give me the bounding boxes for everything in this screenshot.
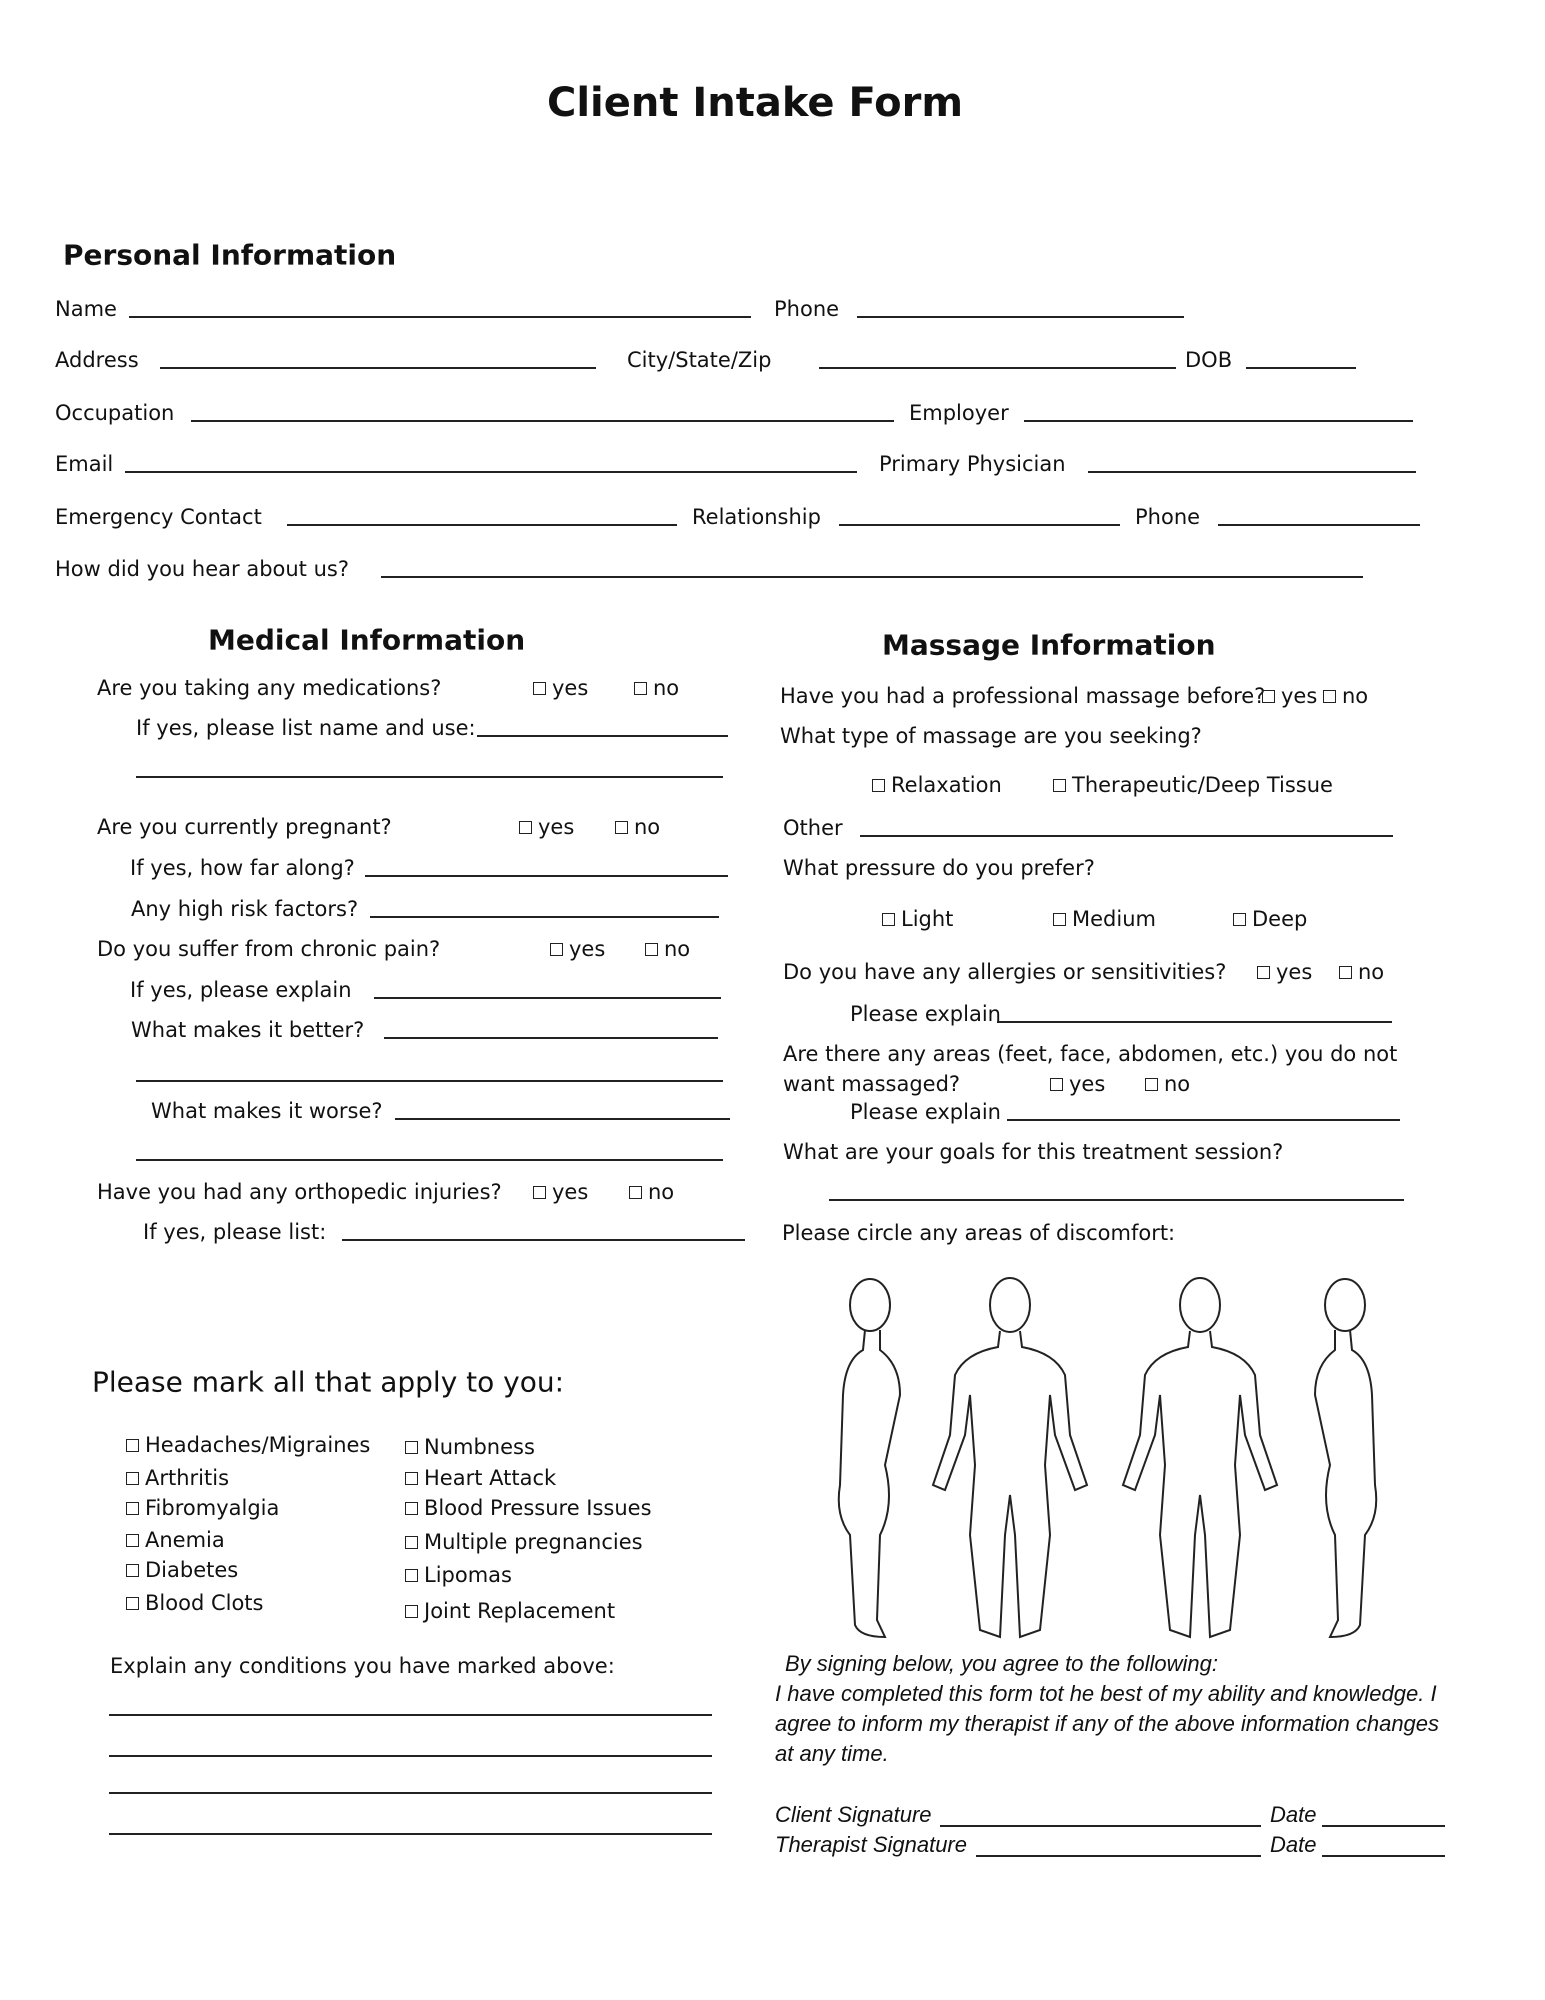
occupation-field[interactable] — [191, 420, 894, 422]
checkbox-icon — [872, 779, 885, 792]
condition-label: Blood Clots — [145, 1591, 264, 1615]
personal-heading: Personal Information — [63, 238, 397, 272]
checkbox-icon — [1339, 966, 1352, 979]
checkbox-icon — [126, 1597, 139, 1610]
massage-type-question: What type of massage are you seeking? — [780, 724, 1202, 748]
body-side-left-figure — [839, 1279, 900, 1637]
medical-heading: Medical Information — [208, 623, 526, 657]
checkbox-icon — [405, 1569, 418, 1582]
employer-label: Employer — [909, 401, 1009, 425]
email-field[interactable] — [125, 471, 857, 473]
form-title: Client Intake Form — [546, 80, 964, 126]
checkbox-icon — [882, 913, 895, 926]
employer-field[interactable] — [1024, 420, 1413, 422]
checkbox-icon — [1323, 690, 1336, 703]
checkbox-icon — [405, 1472, 418, 1485]
checkbox-icon — [1145, 1078, 1158, 1091]
medications-question: Are you taking any medications? — [97, 676, 442, 700]
medications-no-checkbox[interactable] — [634, 676, 679, 700]
medium-label: Medium — [1072, 907, 1156, 931]
deep-checkbox[interactable] — [1233, 907, 1307, 931]
yes-label: yes — [538, 815, 575, 839]
phone-label: Phone — [774, 297, 840, 321]
how-far-label: If yes, how far along? — [130, 856, 355, 880]
massage-before-no-checkbox[interactable] — [1323, 684, 1368, 708]
checkbox-icon — [126, 1564, 139, 1577]
checkbox-icon — [1053, 913, 1066, 926]
condition-label: Lipomas — [424, 1563, 512, 1587]
better-field[interactable] — [384, 1037, 718, 1039]
name-field[interactable] — [129, 316, 751, 318]
pain-explain-field[interactable] — [374, 997, 721, 999]
medium-checkbox[interactable] — [1053, 907, 1156, 931]
address-label: Address — [55, 348, 139, 372]
dob-field[interactable] — [1246, 367, 1356, 369]
condition-label: Anemia — [145, 1528, 225, 1552]
checkbox-icon — [645, 943, 658, 956]
areas-yes-checkbox[interactable] — [1050, 1072, 1105, 1096]
condition-checkbox-heart-attack[interactable] — [405, 1466, 556, 1490]
checkbox-icon — [1262, 690, 1275, 703]
client-signature-label: Client Signature — [775, 1802, 932, 1827]
condition-checkbox-multiple-pregnancies[interactable] — [405, 1530, 643, 1554]
checkbox-icon — [519, 821, 532, 834]
discomfort-label: Please circle any areas of discomfort: — [782, 1221, 1176, 1245]
city-state-zip-field[interactable] — [819, 367, 1176, 369]
goals-question: What are your goals for this treatment session? — [783, 1140, 1284, 1164]
agreement-line-1: I have completed this form tot he best of my ability and knowledge. I — [775, 1681, 1437, 1706]
checkbox-icon — [405, 1536, 418, 1549]
condition-checkbox-diabetes[interactable] — [126, 1558, 238, 1582]
no-label: no — [648, 1180, 675, 1204]
condition-label: Multiple pregnancies — [424, 1530, 643, 1554]
checkbox-icon — [405, 1502, 418, 1515]
checkbox-icon — [533, 1186, 546, 1199]
risk-field[interactable] — [370, 916, 719, 918]
pain-explain-label: If yes, please explain — [130, 978, 352, 1002]
agreement-intro: By signing below, you agree to the following: — [785, 1651, 1218, 1676]
other-field[interactable] — [860, 835, 1393, 837]
yes-label: yes — [1276, 960, 1313, 984]
checkbox-icon — [1050, 1078, 1063, 1091]
yes-label: yes — [1069, 1072, 1106, 1096]
condition-label: Joint Replacement — [424, 1599, 616, 1623]
allergies-question: Do you have any allergies or sensitivities? — [783, 960, 1227, 984]
occupation-label: Occupation — [55, 401, 175, 425]
checkbox-icon — [126, 1534, 139, 1547]
emergency-contact-field[interactable] — [287, 524, 677, 526]
chronic-pain-question: Do you suffer from chronic pain? — [97, 937, 441, 961]
dob-label: DOB — [1185, 348, 1233, 372]
conditions-explain-field-3[interactable] — [109, 1792, 712, 1794]
light-checkbox[interactable] — [882, 907, 953, 931]
checkbox-icon — [634, 682, 647, 695]
massage-before-yes-checkbox[interactable] — [1262, 684, 1317, 708]
condition-checkbox-numbness[interactable] — [405, 1435, 535, 1459]
therapist-signature-field[interactable] — [976, 1855, 1261, 1857]
checkbox-icon — [533, 682, 546, 695]
conditions-heading: Please mark all that apply to you: — [92, 1365, 565, 1399]
areas-question-line1: Are there any areas (feet, face, abdomen, etc.) you do not — [783, 1042, 1398, 1066]
pregnant-question: Are you currently pregnant? — [97, 815, 392, 839]
checkbox-icon — [405, 1441, 418, 1454]
better-label: What makes it better? — [131, 1018, 365, 1042]
condition-label: Fibromyalgia — [145, 1496, 280, 1520]
condition-label: Headaches/Migraines — [145, 1433, 371, 1457]
allergies-no-checkbox[interactable] — [1339, 960, 1384, 984]
body-side-right-figure — [1315, 1279, 1376, 1637]
pregnant-no-checkbox[interactable] — [615, 815, 660, 839]
medications-list-label: If yes, please list name and use: — [136, 716, 476, 740]
client-date-label: Date — [1270, 1802, 1317, 1827]
checkbox-icon — [1257, 966, 1270, 979]
therapist-date-field[interactable] — [1322, 1855, 1445, 1857]
relationship-label: Relationship — [692, 505, 821, 529]
no-label: no — [1358, 960, 1385, 984]
yes-label: yes — [552, 676, 589, 700]
condition-label: Arthritis — [145, 1466, 230, 1490]
ortho-list-label: If yes, please list: — [143, 1220, 327, 1244]
therapist-signature-label: Therapist Signature — [775, 1832, 967, 1857]
condition-checkbox-blood-pressure[interactable] — [405, 1496, 652, 1520]
no-label: no — [1342, 684, 1369, 708]
checkbox-icon — [550, 943, 563, 956]
hear-about-field[interactable] — [381, 576, 1363, 578]
condition-label: Diabetes — [145, 1558, 239, 1582]
ortho-yes-checkbox[interactable] — [533, 1180, 588, 1204]
risk-label: Any high risk factors? — [131, 897, 359, 921]
checkbox-icon — [126, 1502, 139, 1515]
relationship-field[interactable] — [839, 524, 1120, 526]
massage-heading: Massage Information — [882, 628, 1216, 662]
checkbox-icon — [126, 1472, 139, 1485]
light-label: Light — [901, 907, 954, 931]
relaxation-label: Relaxation — [891, 773, 1002, 797]
checkbox-icon — [615, 821, 628, 834]
conditions-explain-field-4[interactable] — [109, 1833, 712, 1835]
address-field[interactable] — [160, 367, 596, 369]
areas-question-line2: want massaged? — [783, 1072, 961, 1096]
condition-checkbox-fibromyalgia[interactable] — [126, 1496, 279, 1520]
worse-field-2[interactable] — [136, 1159, 723, 1161]
condition-checkbox-headaches[interactable] — [126, 1433, 370, 1457]
condition-checkbox-joint-replacement[interactable] — [405, 1599, 615, 1623]
yes-label: yes — [1281, 684, 1318, 708]
massage-before-question: Have you had a professional massage before? — [780, 684, 1266, 708]
therapist-date-label: Date — [1270, 1832, 1317, 1857]
yes-label: yes — [569, 937, 606, 961]
checkbox-icon — [1053, 779, 1066, 792]
allergies-explain-field[interactable] — [997, 1021, 1392, 1023]
city-state-zip-label: City/State/Zip — [627, 348, 772, 372]
primary-physician-label: Primary Physician — [879, 452, 1066, 476]
other-label: Other — [783, 816, 843, 840]
conditions-explain-field-2[interactable] — [109, 1755, 712, 1757]
no-label: no — [634, 815, 661, 839]
phone-field[interactable] — [857, 316, 1184, 318]
body-front-figure — [933, 1278, 1087, 1637]
chronic-yes-checkbox[interactable] — [550, 937, 605, 961]
therapeutic-label: Therapeutic/Deep Tissue — [1072, 773, 1333, 797]
checkbox-icon — [629, 1186, 642, 1199]
chronic-no-checkbox[interactable] — [645, 937, 690, 961]
areas-no-checkbox[interactable] — [1145, 1072, 1190, 1096]
relaxation-checkbox[interactable] — [872, 773, 1002, 797]
areas-explain-field[interactable] — [1007, 1119, 1400, 1121]
name-label: Name — [55, 297, 117, 321]
better-field-2[interactable] — [136, 1080, 723, 1082]
client-signature-field[interactable] — [940, 1825, 1261, 1827]
email-label: Email — [55, 452, 114, 476]
conditions-explain-field-1[interactable] — [109, 1714, 712, 1716]
deep-label: Deep — [1252, 907, 1308, 931]
goals-field[interactable] — [829, 1199, 1404, 1201]
hear-about-label: How did you hear about us? — [55, 557, 349, 581]
checkbox-icon — [405, 1605, 418, 1618]
emergency-phone-label: Phone — [1135, 505, 1201, 529]
condition-label: Numbness — [424, 1435, 535, 1459]
ortho-list-field[interactable] — [342, 1239, 745, 1241]
agreement-line-3: at any time. — [775, 1741, 889, 1766]
ortho-question: Have you had any orthopedic injuries? — [97, 1180, 502, 1204]
condition-label: Blood Pressure Issues — [424, 1496, 652, 1520]
medications-list-field[interactable] — [477, 735, 728, 737]
body-diagram[interactable] — [815, 1275, 1405, 1647]
medications-list-field-2[interactable] — [136, 776, 723, 778]
condition-checkbox-anemia[interactable] — [126, 1528, 225, 1552]
medications-yes-checkbox[interactable] — [533, 676, 588, 700]
condition-checkbox-blood-clots[interactable] — [126, 1591, 263, 1615]
condition-checkbox-arthritis[interactable] — [126, 1466, 229, 1490]
agreement-line-2: agree to inform my therapist if any of the above information changes — [775, 1711, 1440, 1736]
emergency-phone-field[interactable] — [1218, 524, 1420, 526]
checkbox-icon — [1233, 913, 1246, 926]
checkbox-icon — [126, 1439, 139, 1452]
no-label: no — [664, 937, 691, 961]
emergency-contact-label: Emergency Contact — [55, 505, 262, 529]
client-date-field[interactable] — [1322, 1825, 1445, 1827]
pressure-question: What pressure do you prefer? — [783, 856, 1095, 880]
conditions-explain-label: Explain any conditions you have marked above: — [110, 1654, 615, 1678]
no-label: no — [1164, 1072, 1191, 1096]
condition-checkbox-lipomas[interactable] — [405, 1563, 512, 1587]
worse-label: What makes it worse? — [151, 1099, 383, 1123]
body-back-figure — [1123, 1278, 1277, 1637]
condition-label: Heart Attack — [424, 1466, 557, 1490]
worse-field[interactable] — [395, 1118, 730, 1120]
allergies-explain-label: Please explain — [850, 1002, 1001, 1026]
yes-label: yes — [552, 1180, 589, 1204]
how-far-field[interactable] — [365, 875, 728, 877]
primary-physician-field[interactable] — [1088, 471, 1416, 473]
allergies-yes-checkbox[interactable] — [1257, 960, 1312, 984]
pregnant-yes-checkbox[interactable] — [519, 815, 574, 839]
ortho-no-checkbox[interactable] — [629, 1180, 674, 1204]
therapeutic-checkbox[interactable] — [1053, 773, 1333, 797]
areas-explain-label: Please explain — [850, 1100, 1001, 1124]
no-label: no — [653, 676, 680, 700]
